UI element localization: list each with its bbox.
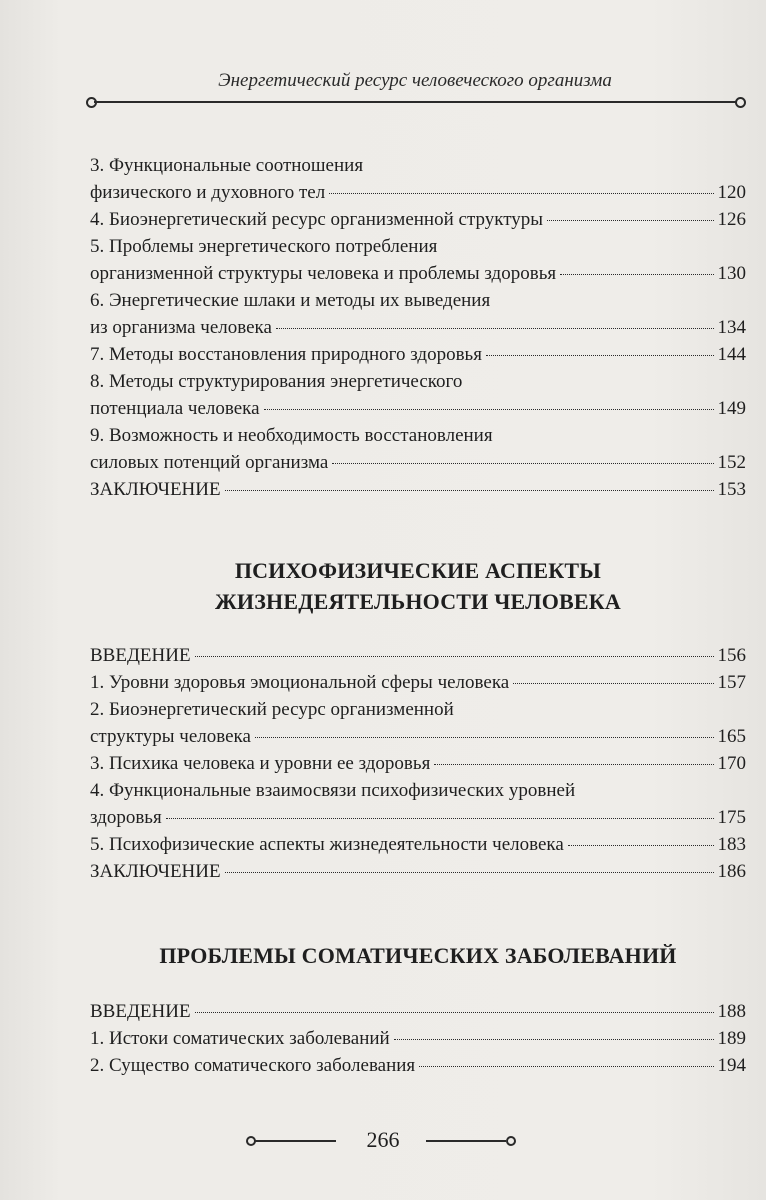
dot-leader: [225, 490, 714, 491]
toc-entry-title: потенциала человека: [90, 398, 260, 419]
toc-entry-title: 4. Биоэнергетический ресурс организменной структуры: [90, 209, 544, 230]
toc-entry[interactable]: [90, 287, 746, 341]
toc-entry-line1: 4. Функциональные взаимосвязи психофизических уровней: [90, 780, 576, 801]
toc-entry-title: силовых потенций организма: [90, 452, 329, 473]
dot-leader: [394, 1039, 714, 1040]
toc-entry-title: здоровья: [90, 807, 162, 828]
toc-entry[interactable]: [90, 696, 746, 750]
section-title: [90, 555, 746, 617]
dot-leader: [264, 409, 714, 410]
toc-page-number: 188: [717, 1001, 746, 1022]
dot-leader: [276, 328, 714, 329]
toc-part2: [90, 642, 746, 885]
toc-entry-line1: 6. Энергетические шлаки и методы их выведения: [90, 290, 491, 311]
ornament-dot-icon: [735, 97, 746, 108]
toc-entry-title: 7. Методы восстановления природного здоровья: [90, 344, 482, 365]
toc-entry[interactable]: [90, 669, 746, 696]
section-title-line2: ЖИЗНЕДЕЯТЕЛЬНОСТИ ЧЕЛОВЕКА: [214, 589, 622, 614]
toc-page-number: 130: [717, 263, 746, 284]
toc-entry-line1: 9. Возможность и необходимость восстановления: [90, 425, 493, 446]
dot-leader: [255, 737, 714, 738]
toc-page-number: 186: [717, 861, 746, 882]
section-title-somatic: ПРОБЛЕМЫ СОМАТИЧЕСКИХ ЗАБОЛЕВАНИЙ: [159, 943, 677, 968]
toc-page-number: 175: [717, 807, 746, 828]
toc-page-number: 152: [717, 452, 746, 473]
toc-entry-title: физического и духовного тел: [90, 182, 326, 203]
toc-entry-title: из организма человека: [90, 317, 272, 338]
toc-entry-title: 2. Существо соматического заболевания: [90, 1055, 416, 1076]
toc-entry-title: ЗАКЛЮЧЕНИЕ: [90, 479, 221, 500]
toc-part1: [90, 152, 746, 503]
toc-entry[interactable]: [90, 341, 746, 368]
toc-page-number: 170: [717, 753, 746, 774]
toc-page-number: 189: [717, 1028, 746, 1049]
dot-leader: [560, 274, 713, 275]
toc-page-number: 194: [717, 1055, 746, 1076]
dot-leader: [419, 1066, 713, 1067]
page-number: 266: [366, 1127, 400, 1152]
toc-entry-title: ЗАКЛЮЧЕНИЕ: [90, 861, 221, 882]
dot-leader: [329, 193, 713, 194]
toc-entry[interactable]: [90, 152, 746, 206]
toc-entry[interactable]: [90, 642, 746, 669]
toc-entry-title: 1. Уровни здоровья эмоциональной сферы человека: [90, 672, 510, 693]
dot-leader: [195, 1012, 714, 1013]
dot-leader: [434, 764, 713, 765]
toc-entry[interactable]: [90, 858, 746, 885]
dot-leader: [513, 683, 713, 684]
toc-entry[interactable]: [90, 422, 746, 476]
toc-page-number: 149: [717, 398, 746, 419]
toc-entry-title: ВВЕДЕНИЕ: [90, 1001, 191, 1022]
toc-entry[interactable]: [90, 206, 746, 233]
toc-entry-line1: 5. Проблемы энергетического потребления: [90, 236, 438, 257]
toc-entry[interactable]: [90, 831, 746, 858]
toc-entry-line1: 3. Функциональные соотношения: [90, 155, 364, 176]
footer-divider: [426, 1140, 506, 1142]
page-footer: [240, 1125, 520, 1155]
toc-page-number: 120: [717, 182, 746, 203]
toc-entry[interactable]: [90, 368, 746, 422]
toc-entry-title: организменной структуры человека и проблемы здоровья: [90, 263, 557, 284]
toc-entry[interactable]: [90, 1025, 746, 1052]
toc-part3: [90, 998, 746, 1079]
dot-leader: [195, 656, 714, 657]
running-header: Энергетический ресурс человеческого организма: [218, 70, 612, 91]
toc-entry-line1: 8. Методы структурирования энергетического: [90, 371, 463, 392]
section-title-line1: ПСИХОФИЗИЧЕСКИЕ АСПЕКТЫ: [234, 558, 602, 583]
dot-leader: [332, 463, 713, 464]
toc-entry[interactable]: [90, 750, 746, 777]
toc-entry[interactable]: [90, 233, 746, 287]
toc-entry[interactable]: [90, 777, 746, 831]
toc-page-number: 157: [717, 672, 746, 693]
toc-entry[interactable]: [90, 998, 746, 1025]
dot-leader: [225, 872, 714, 873]
dot-leader: [547, 220, 713, 221]
toc-page-number: 153: [717, 479, 746, 500]
toc-entry-title: ВВЕДЕНИЕ: [90, 645, 191, 666]
toc-entry-title: 5. Психофизические аспекты жизнедеятельности человека: [90, 834, 564, 855]
toc-entry[interactable]: [90, 1052, 746, 1079]
toc-page-number: 144: [717, 344, 746, 365]
toc-page-number: 156: [717, 645, 746, 666]
toc-entry[interactable]: [90, 476, 746, 503]
toc-entry-line1: 2. Биоэнергетический ресурс организменной: [90, 699, 454, 720]
dot-leader: [486, 355, 714, 356]
toc-entry-title: структуры человека: [90, 726, 251, 747]
ornament-dot-icon: [506, 1136, 516, 1146]
dot-leader: [568, 845, 714, 846]
footer-divider: [254, 1140, 336, 1142]
toc-page-number: 126: [717, 209, 746, 230]
toc-page-number: 183: [717, 834, 746, 855]
header-ornament-rule: [86, 94, 746, 110]
toc-page-number: 165: [717, 726, 746, 747]
header-divider: [94, 101, 738, 103]
toc-entry-title: 1. Истоки соматических заболеваний: [90, 1028, 390, 1049]
dot-leader: [166, 818, 714, 819]
toc-entry-title: 3. Психика человека и уровни ее здоровья: [90, 753, 431, 774]
toc-page-number: 134: [717, 317, 746, 338]
